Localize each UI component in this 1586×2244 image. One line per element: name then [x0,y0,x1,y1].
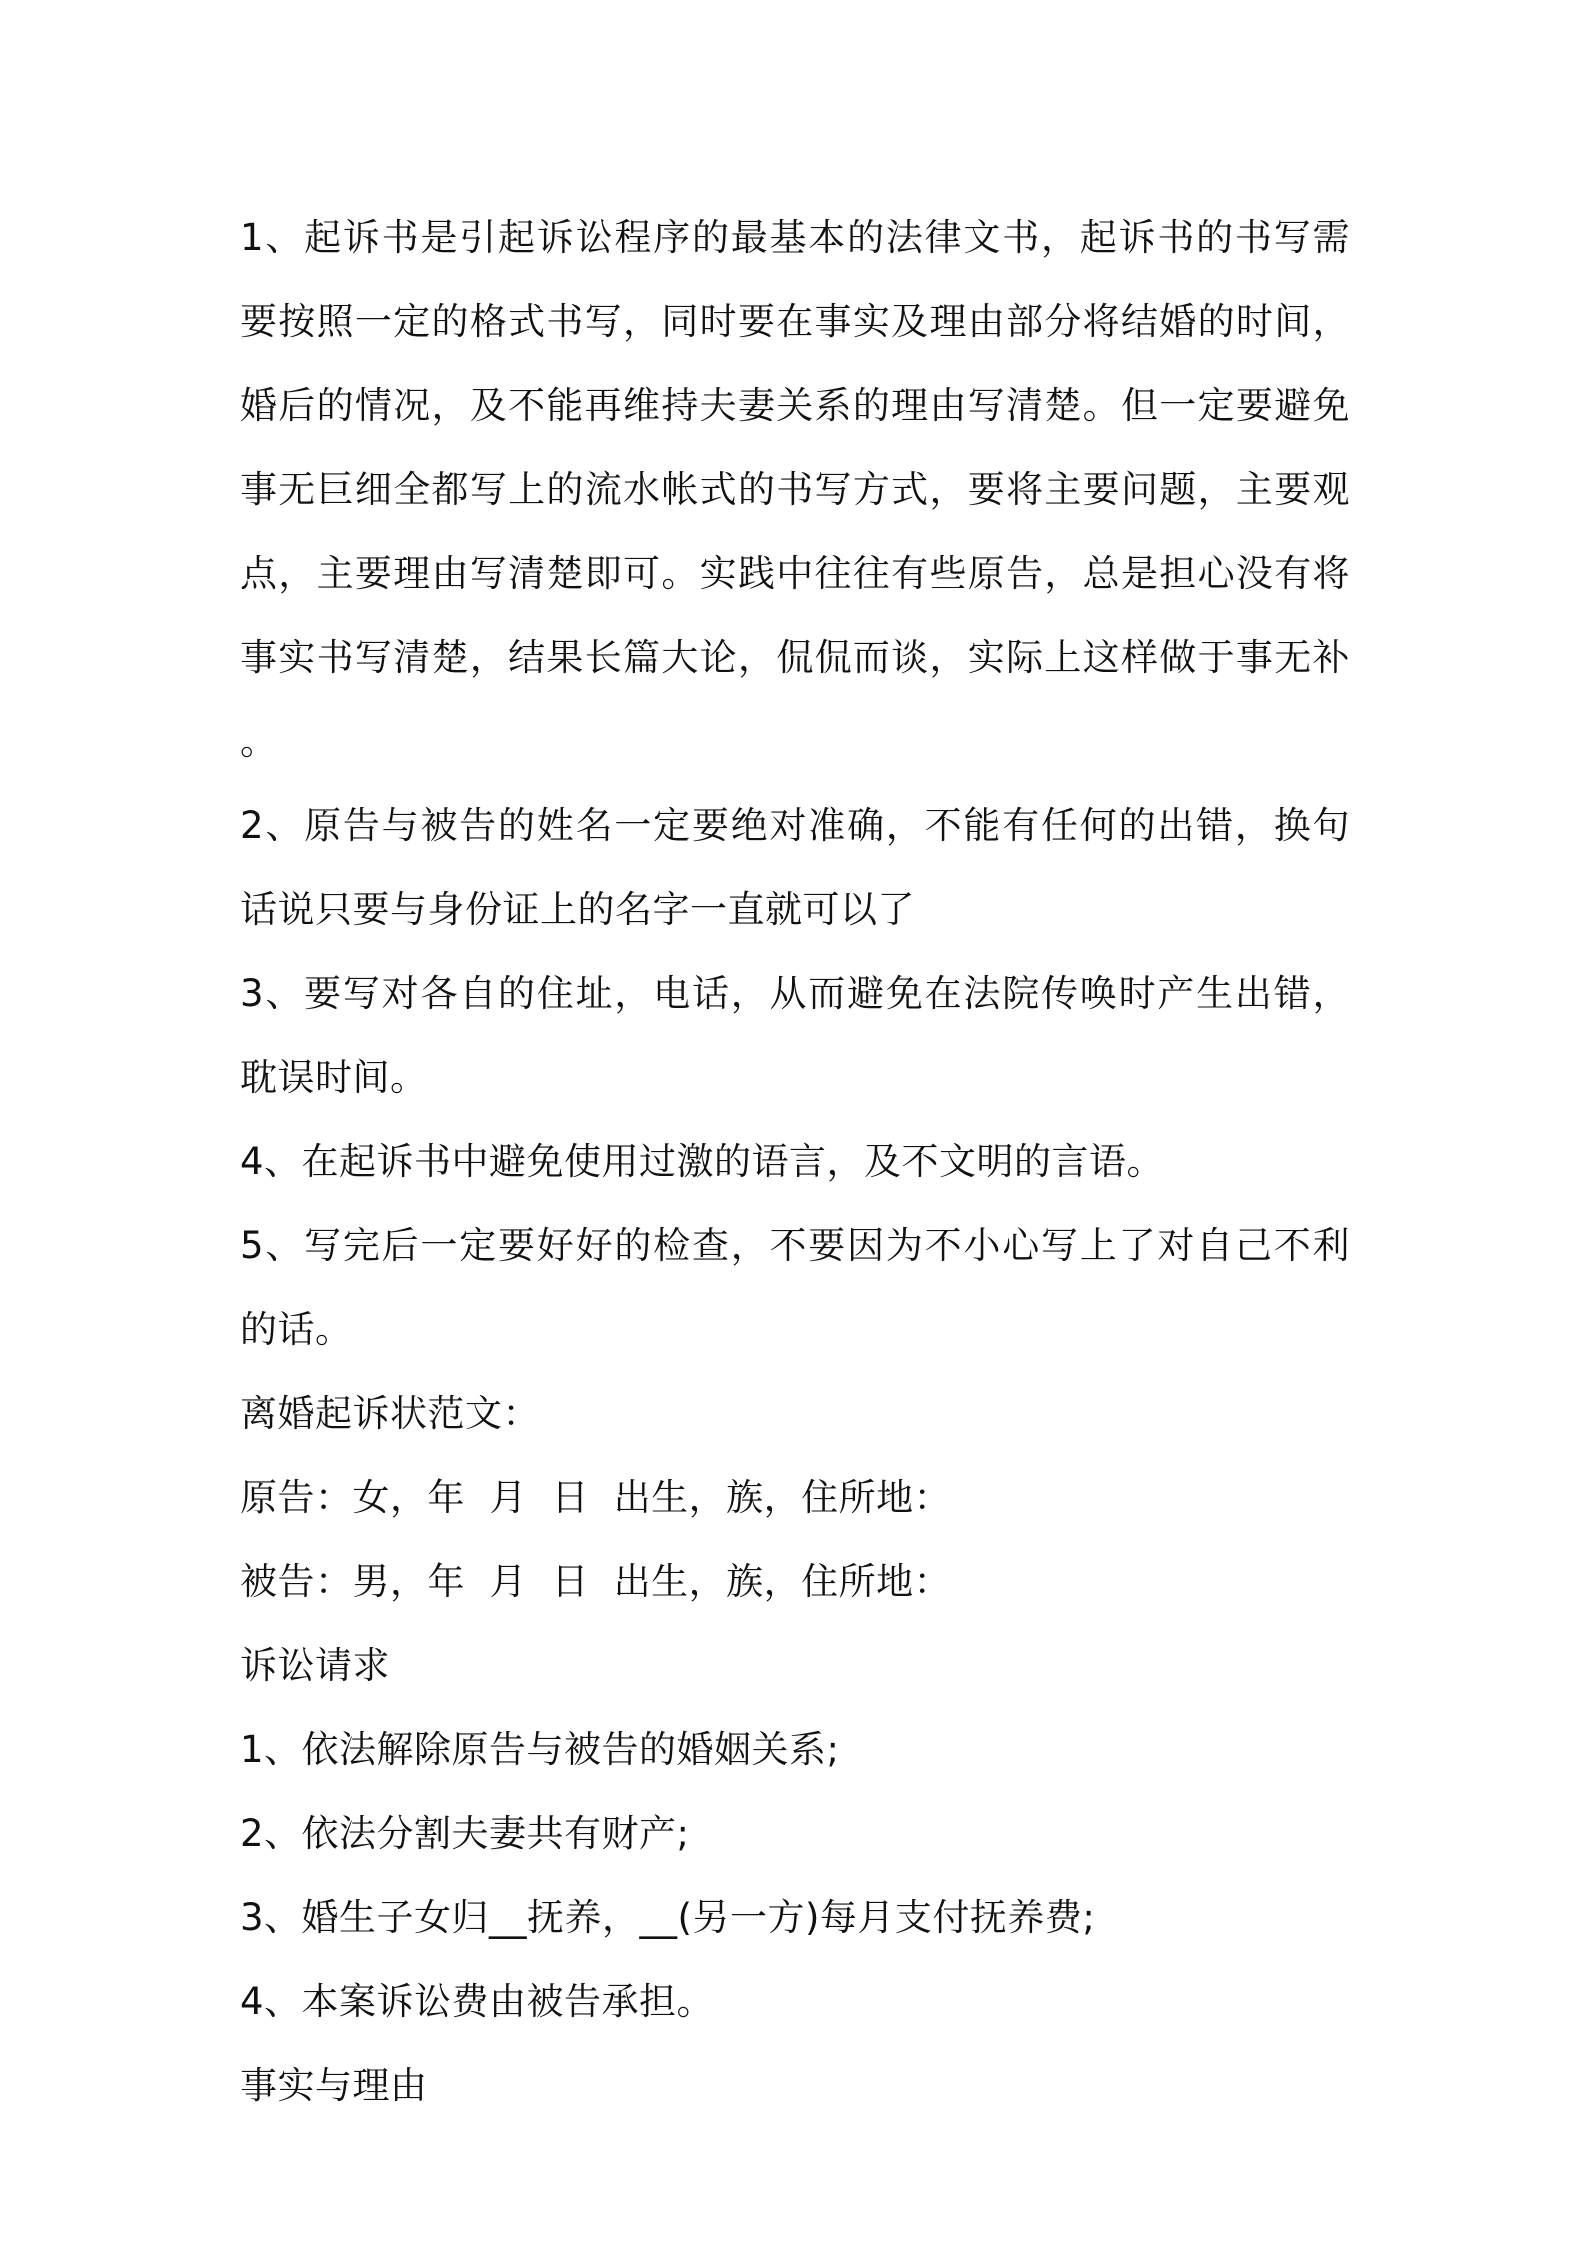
sample-title: 离婚起诉状范文： [240,1392,540,1435]
guideline-paragraph-1: 1、起诉书是引起诉讼程序的最基本的法律文书，起诉书的书写需要按照一定的格式书写，同时要在事实及理由部分将结婚的时间，婚后的情况，及不能再维持夫妻关系的理由写清楚。但一定要避免事无巨细全都写上的流水帐式的书写方式，要将主要问题，主要观点，主要理由写清楚即可。实践中往往有些原告，总是担心没有将事实书写清楚，结果长篇大论，侃侃而谈，实际上这样做于事无补。 [240,216,1350,763]
guideline-paragraph-5: 5、写完后一定要好好的检查，不要因为不小心写上了对自己不利的话。 [240,1224,1350,1351]
guideline-paragraph-3: 3、要写对各自的住址，电话，从而避免在法院传唤时产生出错，耽误时间。 [240,972,1350,1099]
claim-item-1: 1、依法解除原告与被告的婚姻关系; [240,1728,840,1771]
guideline-paragraph-2: 2、原告与被告的姓名一定要绝对准确，不能有任何的出错，换句话说只要与身份证上的名字一直就可以了 [240,804,1350,931]
defendant-line: 被告：男，年 月 日 出生，族，住所地： [240,1560,952,1603]
plaintiff-line: 原告：女，年 月 日 出生，族，住所地： [240,1476,952,1519]
claim-item-3: 3、婚生子女归__抚养，__(另一方)每月支付抚养费; [240,1896,1096,1939]
document-body [240,196,1350,2128]
claim-item-2: 2、依法分割夫妻共有财产; [240,1812,690,1855]
claim-item-4: 4、本案诉讼费由被告承担。 [240,1980,715,2023]
guideline-paragraph-4: 4、在起诉书中避免使用过激的语言，及不文明的言语。 [240,1140,1165,1183]
claims-heading: 诉讼请求 [240,1644,390,1687]
facts-heading: 事实与理由 [240,2064,428,2107]
